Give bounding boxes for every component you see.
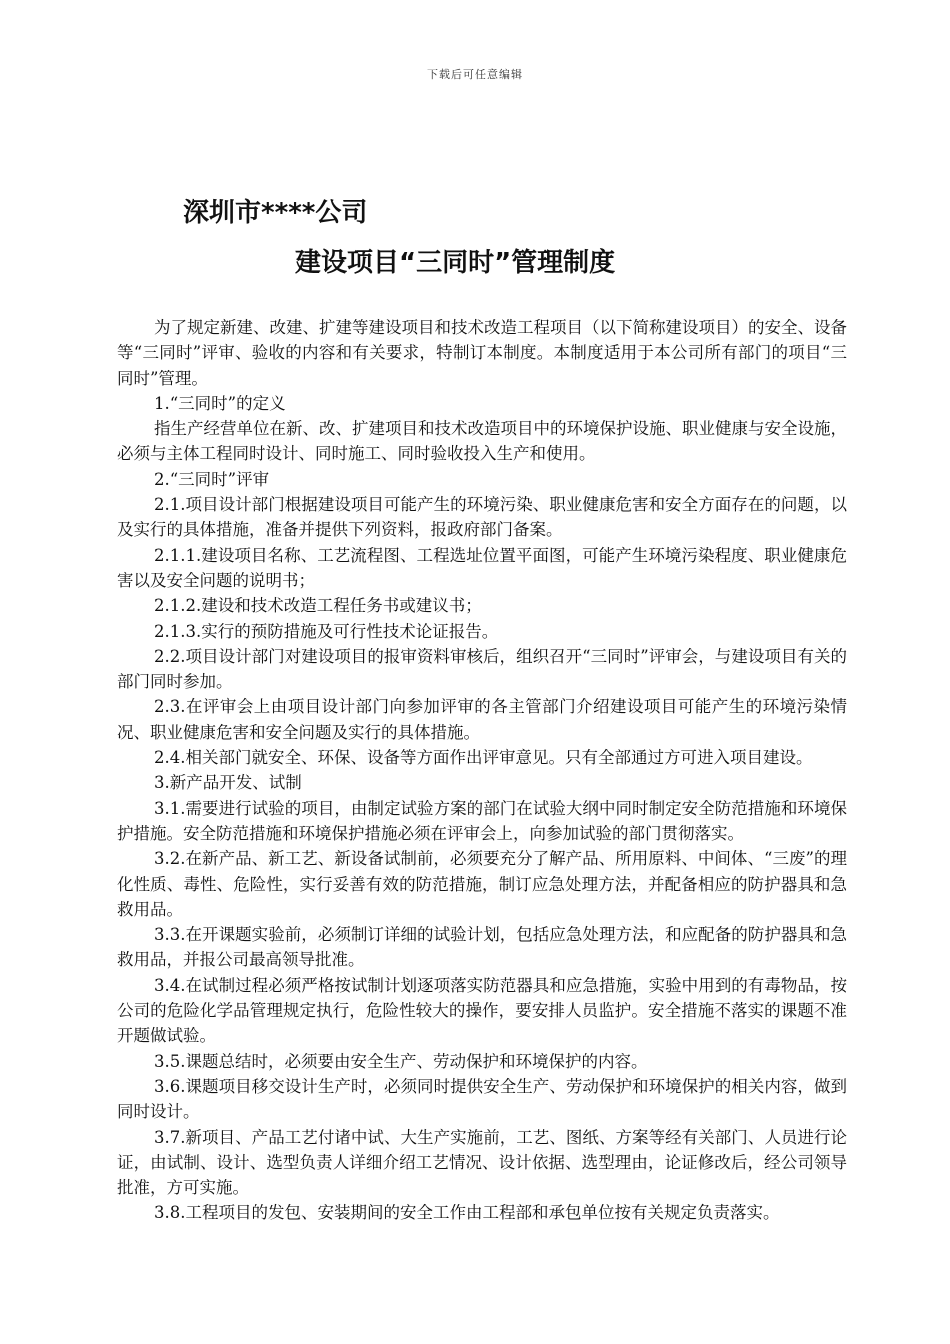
clause-2-2: 2.2.项目设计部门对建设项目的报审资料审核后，组织召开“三同时”评审会，与建设项目有关的部门同时参加。	[117, 646, 847, 692]
company-name: 深圳市****公司	[183, 198, 368, 228]
clause-3-6: 3.6.课题项目移交设计生产时，必须同时提供安全生产、劳动保护和环境保护的相关内容，做到同时设计。	[117, 1076, 847, 1122]
clause-3-3: 3.3.在开课题实验前，必须制订详细的试验计划，包括应急处理方法，和应配备的防护器具和急救用品，并报公司最高领导批准。	[117, 925, 847, 970]
clause-3-5: 3.5.课题总结时，必须要由安全生产、劳动保护和环境保护的内容。	[154, 1051, 648, 1071]
paragraph: 指生产经营单位在新、改、扩建项目和技术改造项目中的环境保护设施、职业健康与安全设施，必须与主体工程同时设计、同时施工、同时验收投入生产和使用。	[117, 419, 847, 464]
section-heading-1: 1.“三同时”的定义	[154, 393, 286, 413]
clause-3-2: 3.2.在新产品、新工艺、新设备试制前，必须要充分了解产品、所用原料、中间体、“三废”的理化性质、毒性、危险性，实行妥善有效的防范措施，制订应急处理方法，并配备相应的防护器具和急救用品。	[117, 849, 847, 919]
header-note: 下载后可任意编辑	[427, 68, 523, 81]
clause-2-3: 2.3.在评审会上由项目设计部门向参加评审的各主管部门介绍建设项目可能产生的环境污染情况、职业健康危害和安全问题及实行的具体措施。	[117, 697, 847, 742]
document-title: 建设项目“三同时”管理制度	[295, 248, 616, 278]
clause-3-1: 3.1.需要进行试验的项目，由制定试验方案的部门在试验大纲中同时制定安全防范措施和环境保护措施。安全防范措施和环境保护措施必须在评审会上，向参加试验的部门贯彻落实。	[117, 798, 847, 843]
clause-3-4: 3.4.在试制过程必须严格按试制计划逐项落实防范器具和应急措施，实验中用到的有毒物品，按公司的危险化学品管理规定执行，危险性较大的操作，要安排人员监护。安全措施不落实的课题不准开题做试验。	[117, 975, 847, 1046]
document-body	[117, 315, 847, 1226]
clause-2-1-1: 2.1.1.建设项目名称、工艺流程图、工程选址位置平面图，可能产生环境污染程度、职业健康危害以及安全问题的说明书；	[117, 545, 847, 590]
section-heading-2: 2.“三同时”评审	[154, 469, 270, 489]
clause-2-1: 2.1.项目设计部门根据建设项目可能产生的环境污染、职业健康危害和安全方面存在的问题，以及实行的具体措施，准备并提供下列资料，报政府部门备案。	[117, 495, 847, 540]
clause-2-4: 2.4.相关部门就安全、环保、设备等方面作出评审意见。只有全部通过方可进入项目建设。	[154, 748, 813, 768]
clause-3-8: 3.8.工程项目的发包、安装期间的安全工作由工程部和承包单位按有关规定负责落实。	[154, 1203, 780, 1223]
section-heading-3: 3.新产品开发、试制	[154, 773, 302, 793]
clause-2-1-3: 2.1.3.实行的预防措施及可行性技术论证报告。	[154, 621, 499, 641]
clause-3-7: 3.7.新项目、产品工艺付诸中试、大生产实施前，工艺、图纸、方案等经有关部门、人员进行论证，由试制、设计、选型负责人详细介绍工艺情况、设计依据、选型理由，论证修改后，经公司领导批准，方可实施。	[117, 1127, 847, 1198]
clause-2-1-2: 2.1.2.建设和技术改造工程任务书或建议书；	[154, 596, 482, 616]
paragraph-intro: 为了规定新建、改建、扩建等建设项目和技术改造工程项目（以下简称建设项目）的安全、设备等“三同时”评审、验收的内容和有关要求，特制订本制度。本制度适用于本公司所有部门的项目“三同时”管理。	[117, 318, 847, 388]
